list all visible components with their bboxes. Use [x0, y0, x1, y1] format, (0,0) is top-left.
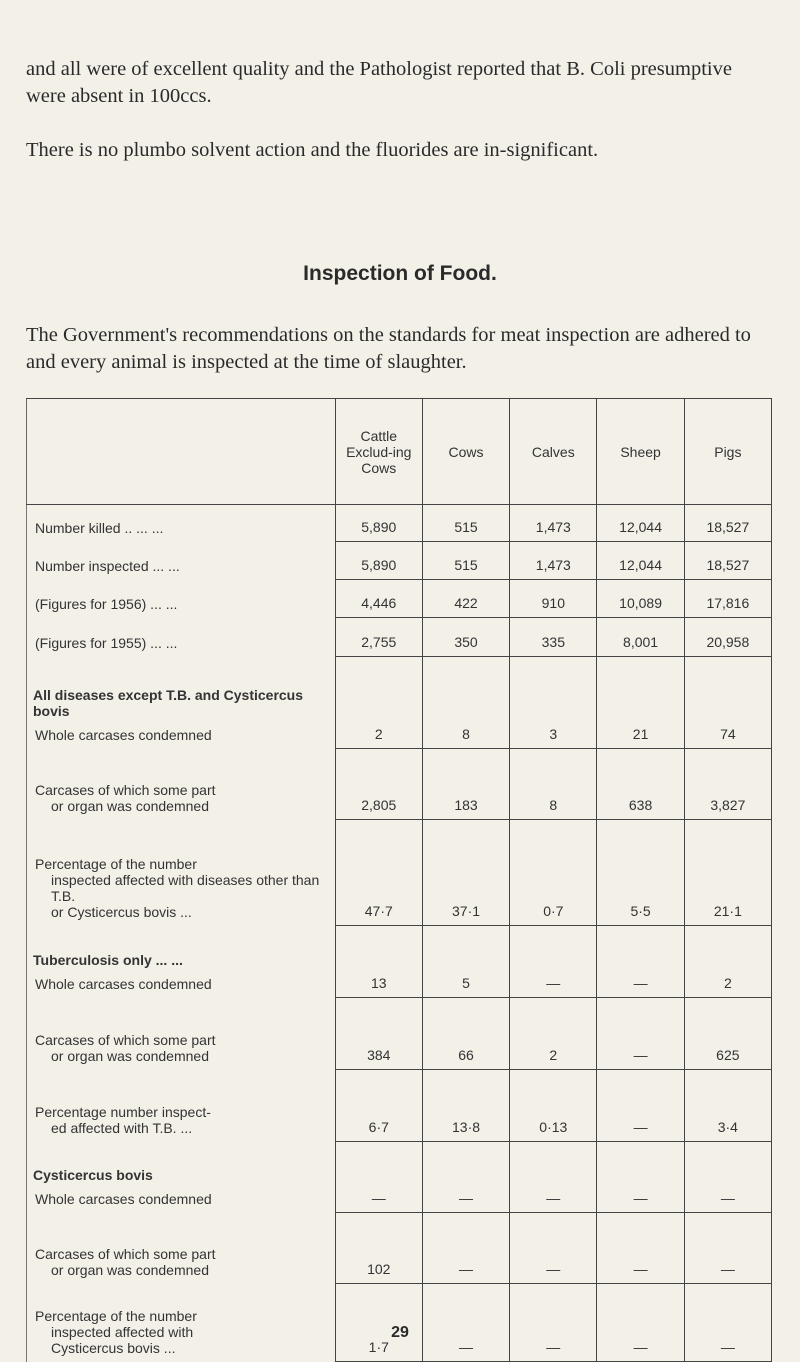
row-label: Number killed .. ... ...: [27, 505, 336, 542]
row-label-line: Carcases of which some part: [35, 1245, 216, 1262]
row-label: [27, 926, 336, 998]
cell: —: [597, 1142, 684, 1213]
row-label-line: ed affected with T.B. ...: [51, 1119, 193, 1136]
section-title: Tuberculosis only ... ...: [33, 951, 183, 968]
row-label: [27, 1284, 336, 1362]
cell: 335: [510, 618, 597, 657]
cell: 2: [684, 926, 771, 998]
cell: 3: [510, 657, 597, 749]
cell: 37·1: [422, 820, 509, 926]
row-label-text: Whole carcases condemned: [35, 975, 212, 992]
table-row: [27, 749, 772, 820]
cell: —: [597, 1284, 684, 1362]
cell: 1,473: [510, 542, 597, 580]
cell: —: [684, 1142, 771, 1213]
cell: 20,958: [684, 618, 771, 657]
table-row: [27, 1284, 772, 1362]
row-label-line: or organ was condemned: [51, 797, 209, 814]
column-header-cattle: Cattle Exclud-ing Cows: [335, 399, 422, 505]
cell: 74: [684, 657, 771, 749]
cell: 6·7: [335, 1070, 422, 1142]
cell: —: [422, 1284, 509, 1362]
cell: 0·7: [510, 820, 597, 926]
cell: 66: [422, 998, 509, 1070]
cell: —: [422, 1142, 509, 1213]
row-label-text: Whole carcases condemned: [35, 1190, 212, 1207]
cell: 13·8: [422, 1070, 509, 1142]
table-row: [27, 580, 772, 618]
column-header-sheep: Sheep: [597, 399, 684, 505]
cell: 3,827: [684, 749, 771, 820]
cell: 638: [597, 749, 684, 820]
cell: 5·5: [597, 820, 684, 926]
cell: —: [335, 1142, 422, 1213]
cell: —: [684, 1284, 771, 1362]
table-row: [27, 926, 772, 998]
cell: 17,816: [684, 580, 771, 618]
row-label-line: inspected affected with diseases other than T.B.: [51, 871, 320, 904]
table-row: [27, 542, 772, 580]
cell: 47·7: [335, 820, 422, 926]
cell: 2,755: [335, 618, 422, 657]
intro-paragraph: and all were of excellent quality and the Pathologist reported that B. Coli presumptive were absent in 100ccs.: [26, 58, 732, 107]
column-header-cows: Cows: [422, 399, 509, 505]
section-title: All diseases except T.B. and Cysticercus bovis: [33, 686, 304, 719]
row-label-line: Carcases of which some part: [35, 781, 216, 798]
row-label: [27, 749, 336, 820]
cell: 2: [510, 998, 597, 1070]
cell: 183: [422, 749, 509, 820]
cell: —: [597, 926, 684, 998]
cell: 12,044: [597, 542, 684, 580]
row-label-line: or organ was condemned: [51, 1261, 209, 1278]
cell: 21·1: [684, 820, 771, 926]
cell: 384: [335, 998, 422, 1070]
page-number: 29: [391, 1324, 409, 1341]
table-row: [27, 505, 772, 542]
row-label: Number inspected ... ...: [27, 542, 336, 580]
cell: 8: [510, 749, 597, 820]
row-label-line: or organ was condemned: [51, 1047, 209, 1064]
cell: 2: [335, 657, 422, 749]
table-row: [27, 1213, 772, 1284]
inspection-paragraph: The Government's recommendations on the standards for meat inspection are adhered to and every animal is inspected at the time of slaughter.: [26, 324, 751, 373]
cell: —: [422, 1213, 509, 1284]
row-label: [27, 1142, 336, 1213]
row-label-line: Percentage of the number: [35, 1307, 197, 1324]
cell: 13: [335, 926, 422, 998]
cell: 21: [597, 657, 684, 749]
cell: 4,446: [335, 580, 422, 618]
cell: 350: [422, 618, 509, 657]
row-label-text: Whole carcases condemned: [35, 726, 212, 743]
table-row: [27, 820, 772, 926]
column-header-calves: Calves: [510, 399, 597, 505]
row-label-line: Carcases of which some part: [35, 1031, 216, 1048]
cell: —: [597, 1070, 684, 1142]
row-label: [27, 657, 336, 749]
row-label-line: Percentage number inspect-: [35, 1103, 211, 1120]
cell: 12,044: [597, 505, 684, 542]
row-label-line: Percentage of the number: [35, 855, 197, 872]
column-header-pigs: Pigs: [684, 399, 771, 505]
row-label-line: Cysticercus bovis ...: [51, 1339, 176, 1356]
cell: —: [684, 1213, 771, 1284]
cell: 18,527: [684, 542, 771, 580]
row-label: [27, 1070, 336, 1142]
cell: 1,473: [510, 505, 597, 542]
cell: —: [510, 1142, 597, 1213]
row-label-line: or Cysticercus bovis ...: [51, 903, 192, 920]
table-row: [27, 998, 772, 1070]
row-label: [27, 820, 336, 926]
section-title: Cysticercus bovis: [33, 1166, 153, 1183]
section-heading: Inspection of Food.: [303, 262, 497, 285]
cell: 1·7: [335, 1284, 422, 1362]
cell: —: [597, 998, 684, 1070]
cell: 3·4: [684, 1070, 771, 1142]
cell: 5,890: [335, 505, 422, 542]
cell: 18,527: [684, 505, 771, 542]
cell: —: [510, 926, 597, 998]
header-blank-cell: [27, 399, 336, 505]
row-label-line: inspected affected with: [51, 1323, 194, 1340]
table-row: [27, 1142, 772, 1213]
cell: —: [510, 1213, 597, 1284]
food-inspection-table: [26, 398, 772, 1362]
cell: 8,001: [597, 618, 684, 657]
cell: 10,089: [597, 580, 684, 618]
cell: 5: [422, 926, 509, 998]
row-label: (Figures for 1956) ... ...: [27, 580, 336, 618]
cell: 515: [422, 542, 509, 580]
table-row: [27, 1070, 772, 1142]
cell: 515: [422, 505, 509, 542]
table-row: [27, 618, 772, 657]
cell: 102: [335, 1213, 422, 1284]
cell: 422: [422, 580, 509, 618]
table-header-row: [27, 399, 772, 505]
cell: 5,890: [335, 542, 422, 580]
cell: 625: [684, 998, 771, 1070]
table-row: [27, 657, 772, 749]
cell: —: [597, 1213, 684, 1284]
row-label: (Figures for 1955) ... ...: [27, 618, 336, 657]
cell: 2,805: [335, 749, 422, 820]
cell: 910: [510, 580, 597, 618]
cell: —: [510, 1284, 597, 1362]
cell: 8: [422, 657, 509, 749]
fluoride-paragraph: There is no plumbo solvent action and the fluorides are in-significant.: [26, 139, 599, 161]
row-label: [27, 1213, 336, 1284]
row-label: [27, 998, 336, 1070]
cell: 0·13: [510, 1070, 597, 1142]
